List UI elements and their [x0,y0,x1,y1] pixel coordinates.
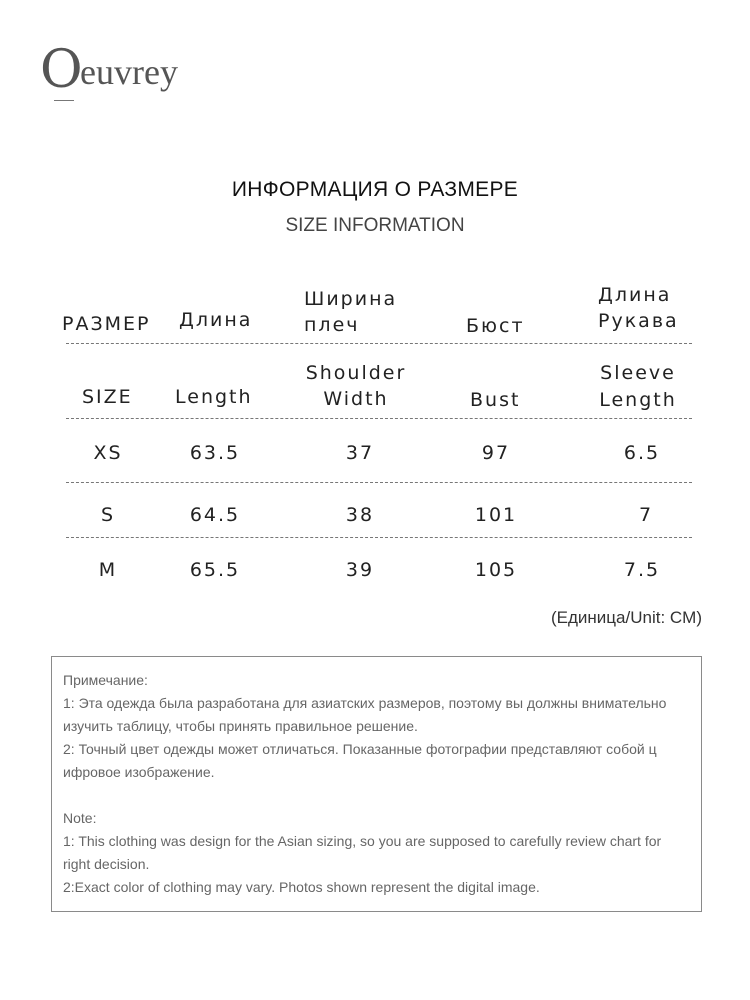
note-en-1b: right decision. [63,856,150,872]
cell-size: M [98,559,118,581]
row-divider [66,418,692,419]
note-ru-title: Примечание: [63,672,148,688]
header-en-shoulder-line1: Shoulder [305,362,407,384]
header-ru-sleeve-line1: Длина [598,284,672,306]
header-ru-size: РАЗМЕР [62,313,151,335]
cell-sleeve: 6.5 [623,442,661,464]
logo-underline [54,100,74,101]
header-ru-sleeve-line2: Рукава [598,310,679,332]
header-en-sleeve-line2: Length [599,389,677,411]
cell-size: S [100,504,116,526]
header-en-sleeve-line1: Sleeve [600,362,676,384]
header-ru-bust: Бюст [466,315,525,337]
header-ru-shoulder-line2: плеч [304,314,360,336]
row-divider [66,343,692,344]
note-spacer [63,784,691,807]
page-title-en: SIZE INFORMATION [285,215,465,236]
header-en-bust: Bust [470,389,521,411]
cell-bust: 97 [481,442,511,464]
cell-shoulder: 38 [345,504,375,526]
cell-shoulder: 39 [345,559,375,581]
note-ru-2b: ифровое изображение. [63,764,215,780]
header-en-size: SIZE [82,386,133,408]
row-divider [66,537,692,538]
page-title-ru: ИНФОРМАЦИЯ О РАЗМЕРЕ [231,178,519,201]
cell-length: 65.5 [189,559,241,581]
cell-sleeve: 7.5 [623,559,661,581]
note-en-2: 2:Exact color of clothing may vary. Photos shown represent the digital image. [63,879,540,895]
notes-box [51,656,702,912]
note-en-title: Note: [63,810,97,826]
cell-length: 64.5 [189,504,241,526]
note-ru-1b: изучить таблицу, чтобы принять правильное решение. [63,718,418,734]
cell-bust: 105 [474,559,518,581]
row-divider [66,482,692,483]
header-en-shoulder-line2: Width [323,388,389,410]
cell-sleeve: 7 [638,504,654,526]
header-ru-shoulder-line1: Ширина [304,288,398,310]
logo-wordmark: euvrey [80,52,178,92]
header-ru-length: Длина [179,309,253,331]
cell-size: XS [93,442,123,464]
cell-bust: 101 [474,504,518,526]
unit-label: (Единица/Unit: CM) [551,608,702,627]
cell-shoulder: 37 [345,442,375,464]
logo-initial: O [40,40,83,100]
note-ru-2a: 2: Точный цвет одежды может отличаться. Показанные фотографии представляют собой ц [63,741,657,757]
note-en-1a: 1: This clothing was design for the Asian sizing, so you are supposed to carefully review chart for [63,833,662,849]
note-ru-1a: 1: Эта одежда была разработана для азиатских размеров, поэтому вы должны внимательно [63,695,667,711]
header-en-length: Length [175,386,253,408]
cell-length: 63.5 [189,442,241,464]
brand-logo [40,40,240,104]
